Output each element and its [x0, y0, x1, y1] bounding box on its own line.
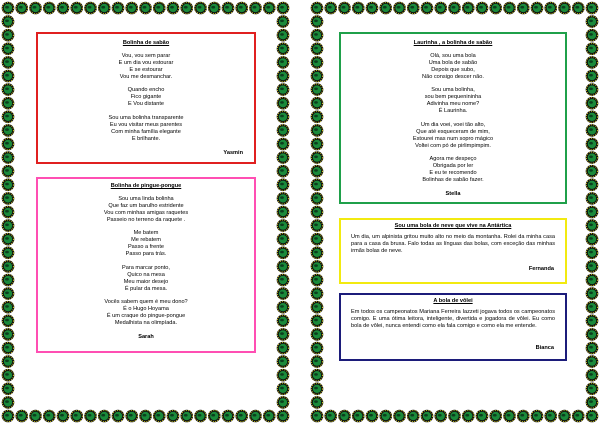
verse-line: Sou uma bolinha transparente	[108, 115, 184, 122]
globe-icon	[572, 2, 585, 15]
globe-icon	[43, 410, 56, 423]
verse-line: E se estourar	[129, 66, 163, 73]
globe-icon	[277, 369, 290, 382]
globe-icon	[2, 70, 15, 83]
globe-icon	[311, 260, 324, 273]
globe-icon	[311, 206, 324, 219]
globe-icon	[277, 206, 290, 219]
globe-icon	[586, 124, 599, 137]
verse-line: E brilhante.	[131, 135, 161, 142]
globe-icon	[222, 410, 235, 423]
globe-icon	[311, 165, 324, 178]
globe-icon	[125, 410, 138, 423]
globe-icon	[2, 2, 15, 15]
globe-icon	[311, 219, 324, 232]
globe-icon	[558, 410, 571, 423]
verse-line: Vocês sabem quem é meu dono?	[104, 299, 188, 306]
globe-icon	[2, 83, 15, 96]
globe-icon	[586, 301, 599, 314]
globe-icon	[311, 43, 324, 56]
globe-icon	[84, 410, 97, 423]
verse-line: sou bem pequenininha	[424, 94, 482, 101]
globe-icon	[277, 111, 290, 124]
story-title: A bola de vôlei	[433, 298, 473, 304]
globe-icon	[2, 287, 15, 300]
globe-icon	[277, 260, 290, 273]
globe-icon	[277, 342, 290, 355]
globe-icon	[311, 97, 324, 110]
globe-icon	[586, 410, 599, 423]
globe-icon	[2, 383, 15, 396]
verse-line: Quico na mesa	[127, 271, 165, 278]
poem-bolinha-de-sabao	[36, 32, 256, 164]
globe-icon	[586, 111, 599, 124]
globe-icon	[311, 287, 324, 300]
verse-line: Vou, vou sem parar	[121, 52, 171, 59]
verse-line: Estourei mas num sopro mágico	[412, 135, 494, 142]
verse-line: Depois que subo,	[431, 66, 475, 73]
globe-icon	[311, 342, 324, 355]
globe-icon	[249, 2, 262, 15]
globe-icon	[586, 274, 599, 287]
globe-icon	[2, 260, 15, 273]
verse-line: Que faz um barulho estridente	[108, 202, 184, 209]
globe-icon	[489, 410, 502, 423]
globe-icon	[153, 2, 166, 15]
globe-icon	[2, 165, 15, 178]
stanza	[44, 265, 248, 293]
globe-icon	[379, 410, 392, 423]
globe-icon	[57, 410, 70, 423]
globe-icon	[393, 410, 406, 423]
globe-icon	[277, 355, 290, 368]
verse-line: É o Hugo Hoyama	[123, 306, 169, 313]
globe-icon	[421, 410, 434, 423]
verse-line: Um dia voei, voei tão alto,	[420, 121, 486, 128]
globe-icon	[2, 56, 15, 69]
globe-icon	[311, 383, 324, 396]
globe-icon	[393, 2, 406, 15]
globe-icon	[586, 15, 599, 28]
globe-icon	[476, 410, 489, 423]
globe-icon	[311, 328, 324, 341]
globe-icon	[544, 2, 557, 15]
verse-line: Meu maior desejo	[123, 278, 169, 285]
globe-icon	[448, 2, 461, 15]
verse-line: Vou com minhas amigas raquetes	[103, 209, 189, 216]
globe-icon	[407, 2, 420, 15]
story-bola-de-neve	[339, 218, 567, 284]
verse-line: Medalhista na olimpíada.	[114, 320, 178, 327]
verse-line: E Vou distante	[127, 101, 165, 108]
globe-icon	[15, 2, 28, 15]
globe-icon	[277, 15, 290, 28]
globe-icon	[338, 2, 351, 15]
globe-icon	[2, 355, 15, 368]
verse-line: Voltei com pó de pirlimpimpim.	[415, 142, 491, 149]
globe-icon	[2, 247, 15, 260]
globe-icon	[2, 301, 15, 314]
globe-icon	[434, 2, 447, 15]
globe-icon	[586, 97, 599, 110]
left-page	[0, 0, 291, 424]
globe-icon	[208, 410, 221, 423]
globe-icon	[311, 396, 324, 409]
globe-icon	[277, 97, 290, 110]
globe-icon	[366, 410, 379, 423]
globe-icon	[544, 410, 557, 423]
poem-title: Bolinha de pingue-pongue	[110, 183, 182, 189]
stanza	[44, 299, 248, 327]
globe-icon	[558, 2, 571, 15]
globe-icon	[448, 410, 461, 423]
author-name: Sarah	[138, 333, 154, 340]
verse-line: Uma bola de sabão	[428, 59, 478, 66]
globe-icon	[277, 151, 290, 164]
verse-line: Para marcar ponto,	[122, 264, 170, 271]
globe-icon	[2, 410, 15, 423]
verse-line: Me rebatem	[131, 237, 161, 244]
globe-icon	[277, 2, 290, 15]
globe-icon	[366, 2, 379, 15]
globe-icon	[586, 369, 599, 382]
globe-icon	[462, 410, 475, 423]
stanza	[347, 122, 559, 150]
globe-icon	[586, 192, 599, 205]
globe-icon	[112, 2, 125, 15]
stanza	[44, 230, 248, 258]
globe-icon	[586, 206, 599, 219]
globe-icon	[586, 396, 599, 409]
globe-icon	[586, 29, 599, 42]
globe-icon	[180, 2, 193, 15]
globe-icon	[2, 97, 15, 110]
globe-icon	[572, 410, 585, 423]
globe-icon	[586, 219, 599, 232]
globe-icon	[586, 247, 599, 260]
globe-icon	[2, 138, 15, 151]
globe-icon	[2, 219, 15, 232]
verse-line: Agora me despeço	[429, 156, 477, 163]
globe-icon	[586, 2, 599, 15]
globe-icon	[277, 247, 290, 260]
globe-icon	[311, 369, 324, 382]
story-text: Em todos os campeonatos Mariana Ferreira Iazzeti jogava todos os campeonatos comigo. E uma ótima leitora, inteligente, divertida e jogadora de vôlei. Eu como bola de vôlei, nunca entendi como ela fala comigo e como ela me entende.	[351, 308, 555, 329]
globe-icon	[277, 410, 290, 423]
globe-icon	[586, 56, 599, 69]
globe-icon	[421, 2, 434, 15]
globe-icon	[29, 410, 42, 423]
verse-line: Passo para trás.	[125, 251, 167, 258]
stanza	[347, 87, 559, 115]
globe-icon	[57, 2, 70, 15]
globe-icon	[311, 355, 324, 368]
stanza	[44, 53, 248, 81]
globe-icon	[112, 410, 125, 423]
globe-icon	[125, 2, 138, 15]
globe-icon	[586, 151, 599, 164]
globe-icon	[277, 83, 290, 96]
globe-icon	[194, 410, 207, 423]
verse-line: É pular da mesa.	[124, 285, 168, 292]
globe-icon	[235, 2, 248, 15]
globe-icon	[2, 124, 15, 137]
globe-icon	[407, 410, 420, 423]
globe-icon	[586, 260, 599, 273]
globe-icon	[311, 301, 324, 314]
globe-icon	[277, 301, 290, 314]
verse-line: Sou uma linda bolinha	[118, 195, 174, 202]
globe-icon	[531, 2, 544, 15]
globe-icon	[311, 192, 324, 205]
globe-icon	[311, 56, 324, 69]
globe-icon	[489, 2, 502, 15]
globe-icon	[586, 70, 599, 83]
story-bola-de-volei	[339, 293, 567, 361]
globe-icon	[277, 124, 290, 137]
globe-icon	[352, 410, 365, 423]
verse-line: Que até esqueceram de mim,	[416, 128, 490, 135]
globe-icon	[2, 43, 15, 56]
globe-icon	[311, 138, 324, 151]
globe-icon	[2, 233, 15, 246]
stanza	[44, 196, 248, 224]
globe-icon	[167, 410, 180, 423]
verse-line: Me batem	[133, 230, 159, 237]
stanza	[44, 87, 248, 108]
globe-icon	[98, 410, 111, 423]
globe-icon	[586, 315, 599, 328]
globe-icon	[311, 111, 324, 124]
globe-icon	[311, 15, 324, 28]
globe-icon	[277, 287, 290, 300]
globe-icon	[194, 2, 207, 15]
globe-icon	[84, 2, 97, 15]
poem-bolinha-de-pingue-pongue	[36, 177, 256, 353]
verse-line: Obrigada por ler	[432, 163, 474, 170]
globe-icon	[70, 410, 83, 423]
globe-icon	[517, 2, 530, 15]
globe-icon	[311, 70, 324, 83]
globe-icon	[277, 219, 290, 232]
globe-icon	[517, 410, 530, 423]
globe-icon	[311, 315, 324, 328]
globe-icon	[434, 410, 447, 423]
globe-icon	[277, 165, 290, 178]
globe-icon	[2, 396, 15, 409]
globe-icon	[503, 2, 516, 15]
right-page	[309, 0, 600, 424]
globe-icon	[2, 29, 15, 42]
globe-icon	[277, 29, 290, 42]
globe-icon	[70, 2, 83, 15]
globe-icon	[311, 247, 324, 260]
globe-icon	[531, 410, 544, 423]
verse-line: Quando encho	[127, 87, 165, 94]
globe-icon	[586, 179, 599, 192]
globe-icon	[43, 2, 56, 15]
story-title: Sou uma bola de neve que vive na Antártica	[394, 223, 512, 229]
poem-title: Bolinha de sabão	[122, 40, 170, 46]
globe-icon	[277, 70, 290, 83]
globe-icon	[379, 2, 392, 15]
verse-line: Passo a frente	[127, 244, 165, 251]
globe-icon	[311, 274, 324, 287]
globe-icon	[277, 315, 290, 328]
author-name: Bianca	[535, 345, 554, 351]
stanza	[347, 53, 559, 81]
stanza	[44, 115, 248, 143]
globe-icon	[263, 2, 276, 15]
globe-icon	[586, 328, 599, 341]
verse-line: Bolinhas de sabão fazer.	[422, 177, 484, 184]
verse-line: Eu vou visitar meus parentes	[109, 121, 183, 128]
globe-icon	[180, 410, 193, 423]
globe-icon	[277, 396, 290, 409]
globe-icon	[153, 410, 166, 423]
globe-icon	[586, 43, 599, 56]
globe-icon	[2, 342, 15, 355]
poem-laurinha	[339, 32, 567, 204]
verse-line: É um craque do pingue-pongue	[106, 313, 186, 320]
globe-icon	[503, 410, 516, 423]
poem-title: Laurinha , a bolinha de sabão	[413, 40, 493, 46]
globe-icon	[2, 369, 15, 382]
globe-icon	[2, 151, 15, 164]
globe-icon	[277, 192, 290, 205]
globe-icon	[208, 2, 221, 15]
globe-icon	[2, 192, 15, 205]
globe-icon	[311, 2, 324, 15]
verse-line: E eu te recomendo	[429, 170, 477, 177]
verse-line: Adivinha meu nome?	[426, 101, 480, 108]
author-name: Fernanda	[528, 266, 554, 272]
globe-icon	[311, 151, 324, 164]
globe-icon	[263, 410, 276, 423]
globe-icon	[139, 410, 152, 423]
globe-icon	[277, 274, 290, 287]
globe-icon	[2, 111, 15, 124]
globe-icon	[586, 287, 599, 300]
globe-icon	[167, 2, 180, 15]
verse-line: Vou me desmanchar.	[119, 73, 173, 80]
globe-icon	[586, 383, 599, 396]
globe-icon	[277, 179, 290, 192]
globe-icon	[277, 138, 290, 151]
globe-icon	[311, 124, 324, 137]
globe-icon	[2, 328, 15, 341]
verse-line: E um dia vou estourar	[118, 59, 174, 66]
globe-icon	[2, 315, 15, 328]
globe-icon	[476, 2, 489, 15]
globe-icon	[586, 138, 599, 151]
globe-icon	[2, 15, 15, 28]
author-name: Stella	[445, 190, 461, 197]
globe-icon	[586, 165, 599, 178]
globe-icon	[324, 2, 337, 15]
globe-icon	[324, 410, 337, 423]
globe-icon	[311, 410, 324, 423]
globe-icon	[222, 2, 235, 15]
globe-icon	[249, 410, 262, 423]
globe-icon	[15, 410, 28, 423]
stanza	[347, 156, 559, 184]
globe-icon	[311, 179, 324, 192]
globe-icon	[586, 355, 599, 368]
globe-icon	[311, 83, 324, 96]
verse-line: Olá, sou uma bola	[430, 52, 476, 59]
story-text: Um dia, um alpinista gritou muito alto no meio da montanha. Rolei da minha casa para a casa da bruxa. Falo todas as línguas das bolas, com exceção das minhas irmãs bolas de neve.	[351, 233, 555, 254]
globe-icon	[235, 410, 248, 423]
globe-icon	[139, 2, 152, 15]
verse-line: Não consigo descer não.	[422, 73, 484, 80]
globe-icon	[98, 2, 111, 15]
globe-icon	[311, 233, 324, 246]
globe-icon	[2, 179, 15, 192]
globe-icon	[29, 2, 42, 15]
globe-icon	[586, 342, 599, 355]
globe-icon	[352, 2, 365, 15]
globe-icon	[277, 383, 290, 396]
globe-icon	[586, 233, 599, 246]
verse-line: Com minha família elegante	[111, 128, 181, 135]
globe-icon	[311, 29, 324, 42]
globe-icon	[586, 83, 599, 96]
verse-line: Fico gigante	[130, 94, 162, 101]
globe-icon	[462, 2, 475, 15]
globe-icon	[338, 410, 351, 423]
verse-line: Passeio no terreno da raquete .	[106, 216, 186, 223]
author-name: Yasmin	[223, 150, 243, 156]
globe-icon	[277, 233, 290, 246]
globe-icon	[277, 56, 290, 69]
globe-icon	[2, 274, 15, 287]
globe-icon	[2, 206, 15, 219]
globe-icon	[277, 328, 290, 341]
globe-icon	[277, 43, 290, 56]
verse-line: É Laurinha.	[438, 108, 468, 115]
verse-line: Sou uma bolinha,	[431, 87, 475, 94]
